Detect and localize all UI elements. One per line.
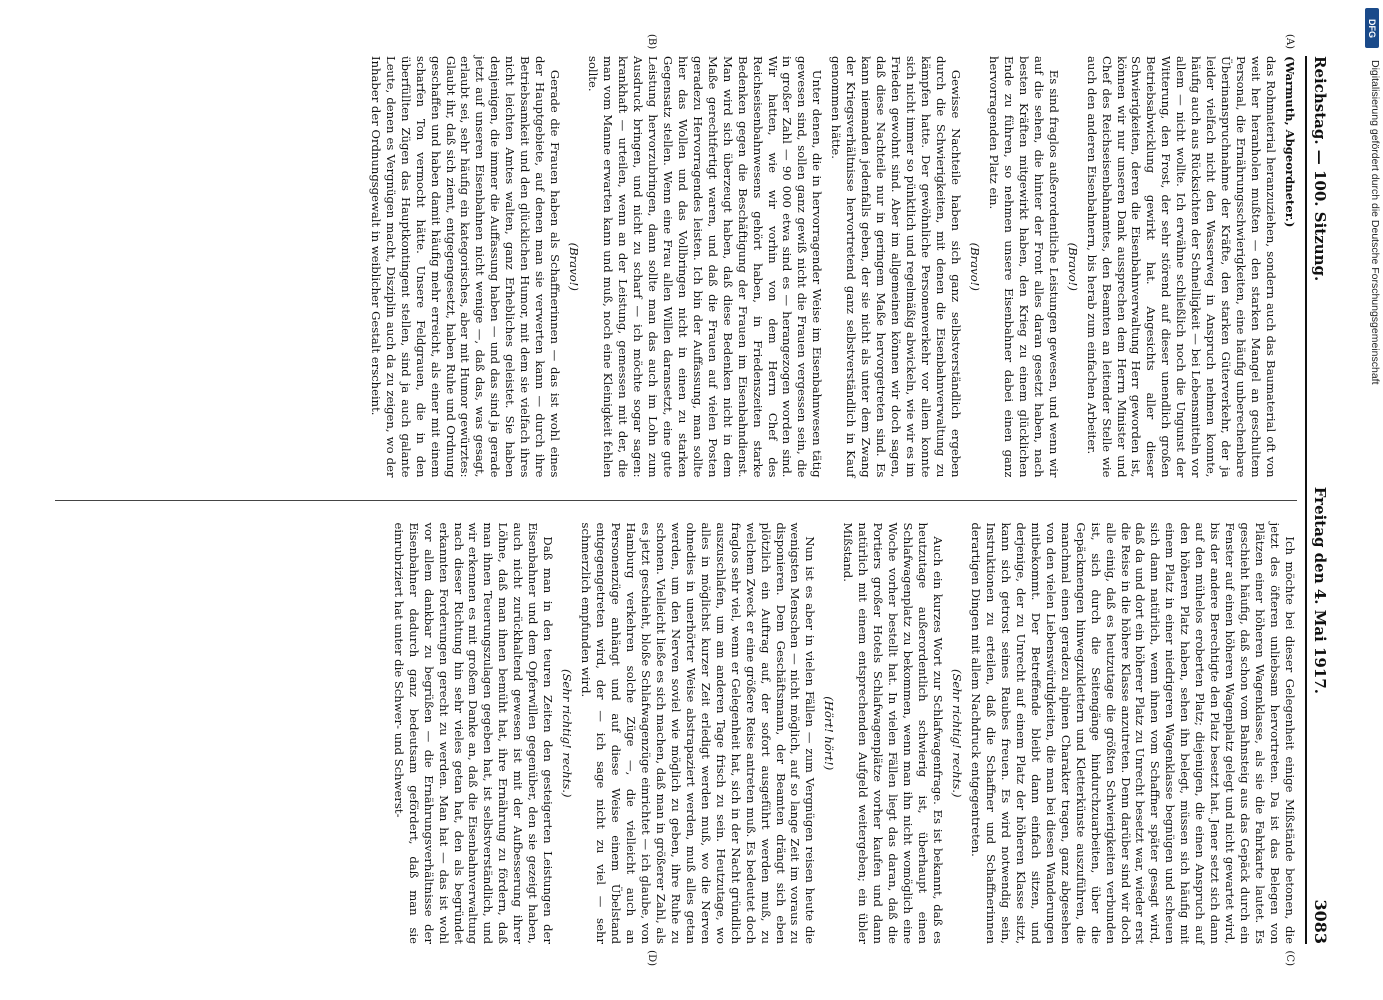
interjection: (Bravo!) [967,242,982,291]
paragraph: Ich möchte bei dieser Gelegenheit einige Mißstände betonen, die jetzt des öfteren unliebsam hervortreten. Da ist das Belegen von Plätzen einer höheren Wagenklasse, als sie die Fahrkarte lautet. Es geschieht häufig, daß schon vom Bahnsteig aus das Gepäck durch ein Fenster auf einen höheren Wagenplatz gelegt und nicht gewartet wird, bis der andere Berechtigte den Platz besetzt hat. Jener setzt sich dann auf den mühelos eroberten Platz; diejenigen, die einen Anspruch auf den höheren Platz haben, sehen ihn belegt, müssen sich häufig mit einem Platz in einer niedrigeren Wagenklasse begnügen und scheuen sich dann natürlich, wenn ihnen vom Schaffner später gesagt wird, daß da und dort ein höherer Platz zu Unrecht besetzt war, wieder erst die Reise in die höhere Klasse anzutreten. Denn darüber sind wir doch alle einig, daß es heutzutage die größten Schwierigkeiten verbunden ist, sich durch die Seitengänge hindurchzuarbeiten, über die Gepäckmengen hinwegzuklettern und Kletterkünste auszuführen, die manchmal einen geradezu alpinen Charakter tragen, ganz abgesehen von den vielen Liebenswürdigkeiten, die man bei diesen Wanderungen mitbekommt. Der Betreffende bleibt dann einfach sitzen, und derjenige, der zu Unrecht auf einem Platz der höheren Klasse sitzt, kann sich getrost seines Raubes freuen. Es wird notwendig sein, Instruktionen zu erteilen, daß die Schaffner und Schaffnerinnen derartigen Dingen mit allem Nachdruck entgegentreten. [968,522,1297,944]
margin-marker-a: (A) [1283,34,1295,50]
paragraph: das Rohmaterial heranzuziehen, sondern auch das Baumaterial oft von weit her heranholen mußten — den starken Mangel an geschultem Personal, die Ernährungsschwierigkeiten, eine häufig unberechenbare Überinanspruchnahme der Kräfte, den starken Güterverkehr, der ja leider vielfach nicht den Wasserweg in Anspruch nehmen konnte, häufig auch aus Rücksichten der Schnelligkeit — bei Lebensmitteln vor allem — nicht wollte. Ich erwähne schließlich noch die Ungunst der Witterung, den Frost, der sehr störend auf dieser unendlich großen Betriebsabwicklung gewirkt hat. Angesichts aller dieser Schwierigkeiten, deren die Eisenbahnverwaltung Herr geworden ist, können wir nur unseren Dank aussprechen dem Herrn Minister und Chef des Reichseisenbahnamtes, den Beamten an leitender Stelle wie auch den anderen Eisenbahnern, bis herab zum einfachen Arbeiter. [1084,56,1278,478]
paragraph: Es sind fraglos außerordentliche Leistungen gewesen, und wenn wir auf die sehen, die hinter der Front alles daran gesetzt haben, nach besten Kräften mitgewirkt haben, den Krieg zu einem glücklichen Ende zu führen, so nehmen unsere Eisenbahner dabei einen ganz hervorragenden Platz ein. [986,56,1061,478]
right-column [55,522,1297,966]
margin-marker-c: (C) [1283,950,1295,966]
page-number: 3083 [1310,899,1330,944]
text-columns [55,34,1297,966]
paragraph: Daß man in den teuren Zeiten den gesteigerten Leistungen der Eisenbahner und dem Opferwillen gegenüber, den sie gezeigt haben, auch nicht zurückhaltend gewesen ist mit der Aufbesserung ihrer Löhne, daß man ihnen bemüht hat, ihre Ernährung zu fördern, daß man ihnen Teuerungszulagen gegeben hat, ist selbstverständlich, und wir erkennen es mit großem Danke an, daß die Eisenbahnverwaltung nach dieser Richtung hin sehr vieles getan hat, den als begründet erkannten Forderungen gerecht zu werden. Man hat — das ist wohl vor allem dankbar zu begrüßen — die Ernährungsverhältnisse der Eisenbahner dadurch ganz bedeutsam gefördert, daß man sie einrubriziert hat unter die Schwer- und Schwerst- [391,522,555,944]
interjection: (Hört! hört!) [821,696,836,771]
paragraph: Nun ist es aber in vielen Fällen — zum Vergnügen reisen heute die wenigsten Menschen — nicht möglich, auf so lange Zeit im voraus zu disponieren. Dem Geschäftsmann, der Beamten drängt sich eben plötzlich ein Auftrag auf, der sofort ausgeführt werden muß, zu welchem Zweck er eine größere Reise antreten muß. Es bedeutet doch fraglos sehr viel, wenn er Gelegenheit hat, sich in der Nacht gründlich auszuschlafen, um am anderen Tage frisch zu sein. Heutzutage, wo alles in möglichst kurzer Zeit erledigt werden muß, wo die Nerven ohnedies in unerhörter Weise abstrapaziert werden, muß alles getan werden, um den Nerven soviel wie möglich zu geben, ihre Ruhe zu schonen. Vielleicht ließe es sich machen, daß man in größerer Zahl, als es jetzt geschieht, bloße Schlafwagenzüge einrichtet — ich glaube, von Hamburg verkehren solche Züge —, die vielleicht auch an Personenzüge anhängt und auf diese Weise einem Übelstand entgegengetreten wird, der — ich sage nicht zu viel — sehr schmerzlich empfunden wird. [578,522,817,944]
margin-marker-b: (B) [645,34,657,50]
paragraph: Auch ein kurzes Wort zur Schlafwagenfrage. Es ist bekannt, daß es heutzutage außerordentlich schwierig ist, überhaupt einen Schlafwagenplatz zu bekommen, wenn man ihn nicht womöglich eine Woche vorher bestellt hat. In vielen Fällen liegt das daran, daß die Portiers großer Hotels Schlafwagenplätze vorher kaufen und dann natürlich mit einem entsprechenden Aufgeld weitergeben; ein übler Mißstand. [840,522,945,944]
running-head [1305,56,1330,944]
interjection: (Sehr richtig! rechts.) [559,668,574,798]
interjection: (Bravo!) [1065,242,1080,291]
paragraph: Unter denen, die in hervorragender Weise im Eisenbahnwesen tätig gewesen sind, sollen ganz gewiß nicht die Frauen vergessen sein, die in großer Zahl — 90 000 etwa sind es — herangezogen worden sind. Wir hatten, wie wir vorhin von dem Herrn Chef des Reichseisenbahnwesens gehört haben, in Friedenszeiten starke Bedenken gegen die Beschäftigung der Frauen im Eisenbahndienst. Man wird sich überzeugt haben, daß diese Bedenken nicht in dem Maße gerechtfertigt waren, und daß die Frauen auf vielen Posten geradezu Hervorragendes leisten. Ich bin der Auffassung, man sollte hier das Wollen und das Vollbringen nicht in einen zu starken Gegensatz stellen. Wenn eine Frau allen Willen daransetzt, eine gute Leistung hervorzubringen, dann sollte man das auch im Lohn zum Ausdruck bringen, und nicht zu scharf — ich möchte sogar sagen: krankhaft — urteilen, wenn an der Leistung, gemessen mit der, die man vom Manne erwarten kann und muß, noch eine Kleinigkeit fehlen sollte. [585,56,824,478]
dfg-logo: DFG [1365,8,1379,48]
digitization-credit: Digitalisierung gefördert durch die Deutsche Forschungsgemeinschaft [1369,60,1381,385]
left-column [55,34,1297,478]
column-divider [55,500,1297,501]
interjection: (Bravo!) [566,242,581,291]
paragraph: Gewisse Nachteile haben sich ganz selbstverständlich ergeben durch die Schwierigkeiten, mit denen die Eisenbahnverwaltung zu kämpfen hatte. Der gewöhnliche Personenverkehr vor allem konnte sich nicht immer so pünktlich und regelmäßig abwickeln, wie wir es im Frieden gewohnt sind. Aber im allgemeinen können wir doch sagen, daß diese Nachteile nur in geringem Maße hervorgetreten sind. Es kann niemanden jedenfalls geben, der sie nicht als unter dem Zwang der Kriegsverhältnisse hervortretend ganz selbstverständlich in Kauf genommen hätte. [828,56,963,478]
paragraph: Gerade die Frauen haben als Schaffnerinnen — das ist wohl eines der Hauptgebiete, auf denen man sie verwerten kann — durch ihre Betriebsamkeit und den glücklichen Humor, mit dem sie vielfach ihres nicht leichten Amtes walten, ganz Erhebliches geleistet. Sie haben denjenigen, die immer die Auffassung haben — und das sind ja gerade jetzt auf unseren Eisenbahnen nicht wenige —, daß das, was gesagt, erlaubt sei, sehr häufig ein kategorisches, aber mit Humor gewürztes: Glaubt ihr, daß sich ziemt, entgegengesetzt, haben Ruhe und Ordnung geschaffen und haben damit häufig mehr erreicht, als einer mit einem scharfen Ton vermocht hätte. Unsere Feldgrauen, die in den überfüllten Zügen das Hauptkontingent stellen, sind ja auch galante Leute, denen es Vergnügen macht, Disziplin auch da zu zeigen, wo der Inhaber der Ordnungsgewalt in weiblicher Gestalt erscheint. [368,56,562,478]
margin-marker-d: (D) [645,950,657,966]
speaker-label: (Warmuth, Abgeordneter.) [1282,56,1297,228]
interjection: (Sehr richtig! rechts.) [949,668,964,798]
document-page [32,30,1352,970]
running-head-left: Reichstag. — 100. Sitzung. [1310,56,1329,282]
running-head-date: Freitag den 4. Mai 1917. [1310,486,1329,694]
